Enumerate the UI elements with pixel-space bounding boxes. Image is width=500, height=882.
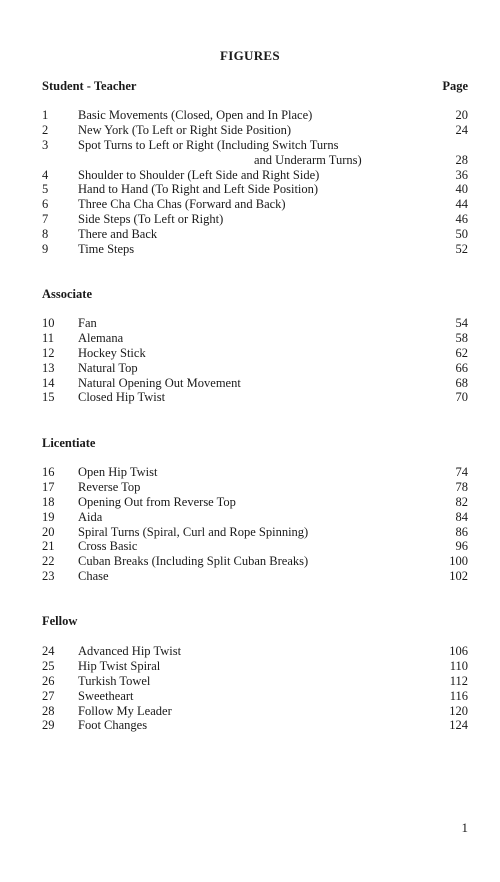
figure-name: Hand to Hand (To Right and Left Side Position) <box>78 182 319 197</box>
figure-page: 84 <box>455 509 468 524</box>
section-fellow <box>42 644 468 733</box>
figure-row <box>42 361 468 376</box>
figure-number: 16 <box>42 465 55 479</box>
figure-number: 14 <box>42 375 55 390</box>
figure-page: 20 <box>455 108 468 122</box>
figure-row <box>42 569 468 584</box>
figure-page: 100 <box>449 554 468 569</box>
figure-page: 102 <box>449 569 468 584</box>
figure-name: Time Steps <box>78 242 135 257</box>
figure-number: 24 <box>42 644 55 658</box>
figure-name: Open Hip Twist <box>78 465 158 479</box>
figure-row <box>42 138 468 168</box>
figure-page: 110 <box>449 658 468 673</box>
figure-page: 50 <box>455 227 468 242</box>
figure-name: Closed Hip Twist <box>78 390 166 405</box>
figure-row <box>42 480 468 495</box>
figure-name: Opening Out from Reverse Top <box>78 494 236 509</box>
figure-row <box>42 376 468 391</box>
figure-number: 11 <box>42 330 55 345</box>
figure-number: 25 <box>42 658 55 673</box>
figure-name: Shoulder to Shoulder (Left Side and Right Side) <box>78 167 320 182</box>
figure-number: 18 <box>42 494 55 509</box>
figure-name: Three Cha Cha Chas (Forward and Back) <box>78 197 286 212</box>
figure-number: 19 <box>42 509 55 524</box>
figure-number: 17 <box>42 479 55 494</box>
section-heading-licentiate: Licentiate <box>42 436 96 450</box>
figure-number: 1 <box>42 108 49 122</box>
figure-page: 106 <box>449 644 468 658</box>
figure-number: 13 <box>42 360 55 375</box>
figure-number: 15 <box>42 390 55 405</box>
figure-page: 70 <box>455 390 468 405</box>
figure-row <box>42 212 468 227</box>
figure-row <box>42 644 468 659</box>
figure-number: 6 <box>42 197 49 212</box>
figure-page: 86 <box>455 524 468 539</box>
figure-page: 78 <box>455 479 468 494</box>
figure-number: 29 <box>42 718 55 733</box>
figure-number: 20 <box>42 524 55 539</box>
figure-row <box>42 331 468 346</box>
page-number: 1 <box>461 820 468 835</box>
figure-page: 112 <box>449 673 468 688</box>
figure-name: Cuban Breaks (Including Split Cuban Breaks) <box>78 554 309 569</box>
figure-row <box>42 346 468 361</box>
figure-page: 96 <box>455 539 468 554</box>
figure-row <box>42 465 468 480</box>
figure-page: 58 <box>455 330 468 345</box>
figure-name: Natural Opening Out Movement <box>78 375 241 390</box>
figure-number: 12 <box>42 345 55 360</box>
figure-name: Spot Turns to Left or Right (Including Switch Turns <box>78 137 339 152</box>
figure-number: 7 <box>42 212 49 227</box>
figure-number: 10 <box>42 316 55 330</box>
figure-row <box>42 227 468 242</box>
figure-row <box>42 539 468 554</box>
figure-page: 44 <box>455 197 468 212</box>
figure-page: 66 <box>455 360 468 375</box>
figure-name: Turkish Towel <box>78 673 151 688</box>
figure-row <box>42 525 468 540</box>
figure-name: Aida <box>78 509 103 524</box>
figure-number: 26 <box>42 673 55 688</box>
figure-number: 27 <box>42 688 55 703</box>
figure-name: Follow My Leader <box>78 703 172 718</box>
figure-name: Fan <box>78 316 97 330</box>
figure-page: 82 <box>455 494 468 509</box>
section-associate <box>42 316 468 405</box>
figure-name: Natural Top <box>78 360 138 375</box>
figure-number: 4 <box>42 167 49 182</box>
figure-name-continued: and Underarm Turns) <box>254 152 362 167</box>
figure-name: Chase <box>78 569 109 584</box>
figure-page: 62 <box>455 345 468 360</box>
figure-row <box>42 554 468 569</box>
figure-row <box>42 242 468 257</box>
figure-page: 36 <box>455 167 468 182</box>
figure-page: 124 <box>449 718 468 733</box>
figure-page: 54 <box>455 316 468 330</box>
figure-name: New York (To Left or Right Side Position) <box>78 122 292 137</box>
figure-row <box>42 197 468 212</box>
figure-number: 3 <box>42 137 49 152</box>
figure-row <box>42 495 468 510</box>
figure-number: 8 <box>42 227 49 242</box>
figure-page: 52 <box>455 242 468 257</box>
figure-name: Spiral Turns (Spiral, Curl and Rope Spinning) <box>78 524 309 539</box>
figure-page: 24 <box>455 122 468 137</box>
figure-row <box>42 316 468 331</box>
page-column-header: Page <box>442 79 468 93</box>
figure-name: Reverse Top <box>78 479 141 494</box>
figure-number: 5 <box>42 182 49 197</box>
section-heading-student-teacher: Student - Teacher <box>42 79 137 93</box>
figure-name: Basic Movements (Closed, Open and In Place) <box>78 108 313 122</box>
figure-name: Advanced Hip Twist <box>78 644 182 658</box>
figure-page: 74 <box>455 465 468 479</box>
figure-number: 9 <box>42 242 49 257</box>
section-licentiate <box>42 465 468 584</box>
figure-name: There and Back <box>78 227 158 242</box>
section-student-teacher <box>42 108 468 257</box>
figure-row <box>42 674 468 689</box>
figure-page: 40 <box>455 182 468 197</box>
figure-number: 22 <box>42 554 55 569</box>
figure-page: 116 <box>449 688 468 703</box>
figure-row <box>42 659 468 674</box>
figure-name: Hockey Stick <box>78 345 146 360</box>
section-heading-fellow: Fellow <box>42 614 78 628</box>
figure-page: 68 <box>455 375 468 390</box>
figure-row <box>42 704 468 719</box>
figure-number: 28 <box>42 703 55 718</box>
figure-name: Foot Changes <box>78 718 148 733</box>
figure-row <box>42 718 468 733</box>
figure-number: 2 <box>42 122 49 137</box>
figure-row <box>42 108 468 123</box>
figure-page: 46 <box>455 212 468 227</box>
figure-name: Side Steps (To Left or Right) <box>78 212 224 227</box>
figure-name: Hip Twist Spiral <box>78 658 161 673</box>
figure-name: Alemana <box>78 330 124 345</box>
figure-row <box>42 182 468 197</box>
figure-row <box>42 168 468 183</box>
figure-row <box>42 123 468 138</box>
figure-number: 23 <box>42 569 55 584</box>
figure-number: 21 <box>42 539 55 554</box>
figure-name: Sweetheart <box>78 688 134 703</box>
figure-row <box>42 689 468 704</box>
figure-row <box>42 390 468 405</box>
section-heading-associate: Associate <box>42 287 92 301</box>
page-title: FIGURES <box>220 48 280 63</box>
figure-page: 120 <box>449 703 468 718</box>
figure-page: 28 <box>455 152 468 167</box>
figure-row <box>42 510 468 525</box>
figure-name: Cross Basic <box>78 539 138 554</box>
